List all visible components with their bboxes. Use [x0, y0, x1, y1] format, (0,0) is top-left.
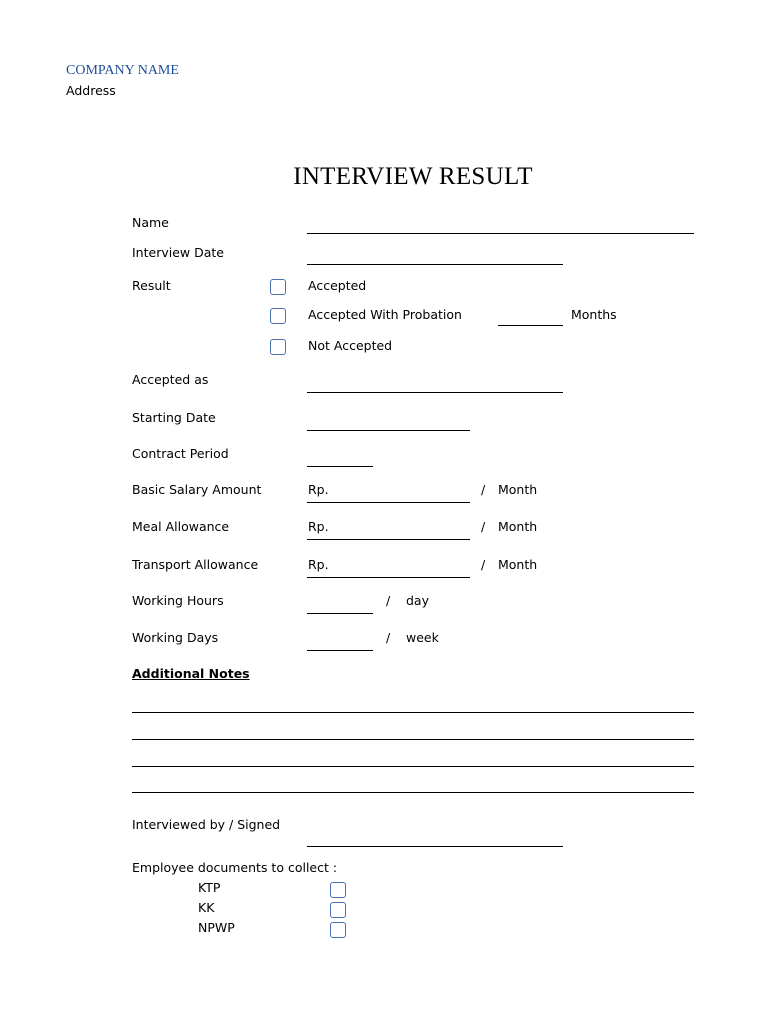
- accepted-checkbox[interactable]: [270, 279, 286, 295]
- label-transport-allowance: Transport Allowance: [132, 557, 259, 572]
- document-checkbox-npwp[interactable]: [330, 922, 346, 938]
- interview-date-field-line[interactable]: [307, 264, 563, 265]
- label-interview-date: Interview Date: [132, 245, 224, 260]
- label-basic-salary: Basic Salary Amount: [132, 482, 262, 497]
- notes-line-4[interactable]: [132, 792, 694, 793]
- label-working-hours: Working Hours: [132, 593, 224, 608]
- option-accepted-label: Accepted: [308, 278, 367, 293]
- working-days-separator: /: [386, 630, 391, 645]
- working-hours-unit: day: [406, 593, 429, 608]
- basic-salary-separator: /: [481, 482, 486, 497]
- accepted-as-field-line[interactable]: [307, 392, 563, 393]
- basic-salary-currency: Rp.: [308, 482, 329, 497]
- transport-allowance-unit: Month: [498, 557, 538, 572]
- company-address: Address: [66, 83, 116, 98]
- transport-allowance-currency: Rp.: [308, 557, 329, 572]
- page-title: INTERVIEW RESULT: [293, 163, 533, 190]
- option-probation-label: Accepted With Probation: [308, 307, 462, 322]
- probation-months-field-line[interactable]: [498, 325, 563, 326]
- starting-date-field-line[interactable]: [307, 430, 470, 431]
- label-signature: Interviewed by / Signed: [132, 817, 281, 832]
- working-days-field-line[interactable]: [307, 650, 373, 651]
- document-label-ktp: KTP: [198, 880, 221, 895]
- label-meal-allowance: Meal Allowance: [132, 519, 230, 534]
- meal-allowance-currency: Rp.: [308, 519, 329, 534]
- transport-allowance-field-line[interactable]: [307, 577, 470, 578]
- documents-heading: Employee documents to collect :: [132, 860, 338, 875]
- label-working-days: Working Days: [132, 630, 219, 645]
- label-result: Result: [132, 278, 171, 293]
- working-hours-field-line[interactable]: [307, 613, 373, 614]
- working-days-unit: week: [406, 630, 439, 645]
- basic-salary-unit: Month: [498, 482, 538, 497]
- meal-allowance-unit: Month: [498, 519, 538, 534]
- label-contract-period: Contract Period: [132, 446, 229, 461]
- contract-period-field-line[interactable]: [307, 466, 373, 467]
- transport-allowance-separator: /: [481, 557, 486, 572]
- not-accepted-checkbox[interactable]: [270, 339, 286, 355]
- document-checkbox-ktp[interactable]: [330, 882, 346, 898]
- option-not-accepted-label: Not Accepted: [308, 338, 393, 353]
- additional-notes-heading: Additional Notes: [132, 666, 250, 681]
- probation-checkbox[interactable]: [270, 308, 286, 324]
- document-label-kk: KK: [198, 900, 215, 915]
- working-hours-separator: /: [386, 593, 391, 608]
- notes-line-3[interactable]: [132, 766, 694, 767]
- notes-line-1[interactable]: [132, 712, 694, 713]
- meal-allowance-field-line[interactable]: [307, 539, 470, 540]
- signature-field-line[interactable]: [307, 846, 563, 847]
- probation-months-unit: Months: [571, 307, 617, 322]
- label-starting-date: Starting Date: [132, 410, 216, 425]
- label-name: Name: [132, 215, 169, 230]
- name-field-line[interactable]: [307, 233, 694, 234]
- company-name: COMPANY NAME: [66, 63, 179, 78]
- label-accepted-as: Accepted as: [132, 372, 209, 387]
- document-checkbox-kk[interactable]: [330, 902, 346, 918]
- document-label-npwp: NPWP: [198, 920, 235, 935]
- notes-line-2[interactable]: [132, 739, 694, 740]
- meal-allowance-separator: /: [481, 519, 486, 534]
- basic-salary-field-line[interactable]: [307, 502, 470, 503]
